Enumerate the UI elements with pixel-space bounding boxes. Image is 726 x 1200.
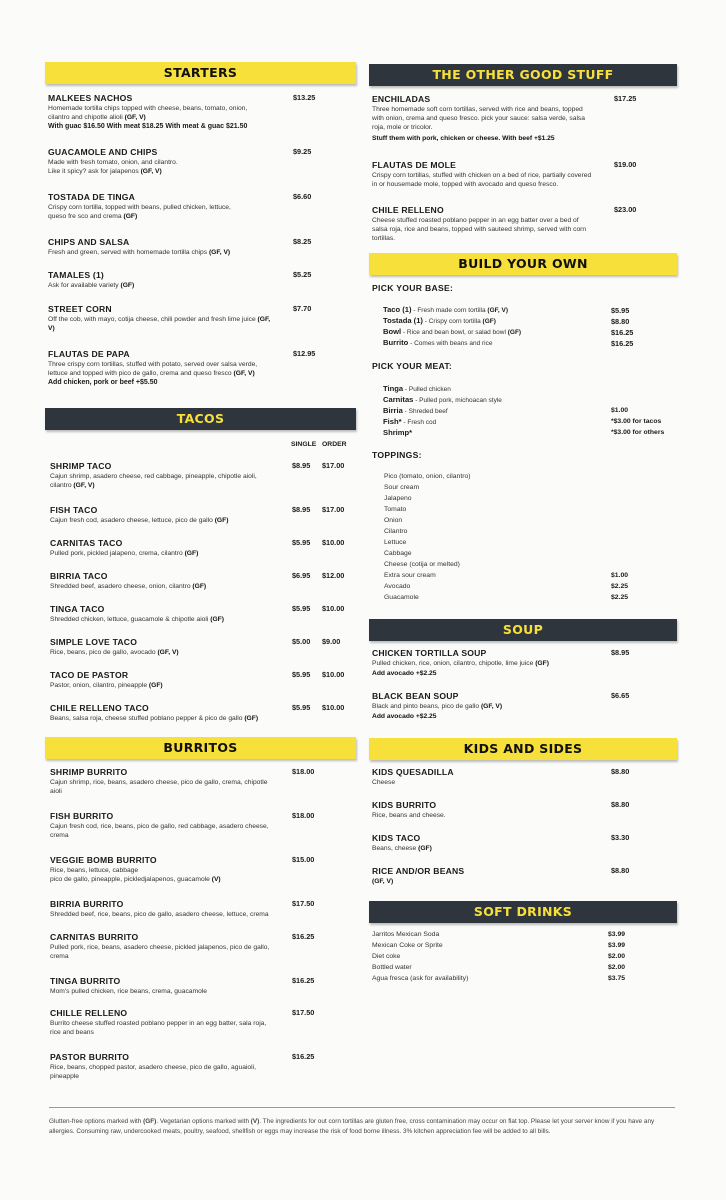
topping-row: Extra sour cream [384, 572, 436, 579]
topping-row: Cilantro [384, 528, 408, 535]
menu-item: FISH TACO $8.95 $17.00 Cajun fresh cod, asadero cheese, lettuce, pico de gallo (GF) [50, 505, 345, 524]
menu-item: TACO DE PASTOR $5.95 $10.00 Pastor, onion, cilantro, pineapple (GF) [50, 670, 345, 689]
soup-header: SOUP [369, 619, 677, 641]
topping-row: Cabbage [384, 550, 412, 557]
footer-divider [49, 1107, 675, 1108]
meat-row: Tinga - Pulled chicken [383, 384, 451, 393]
menu-item: TINGA TACO $5.95 $10.00 Shredded chicken, lettuce, guacamole & chipotle aioli (GF) [50, 604, 345, 623]
drinks-section: SOFT DRINKS Jarritos Mexican Soda $3.99 Mexican Coke or Sprite $3.99 Diet coke $2.00 Bottled water $2.00 Agua fresca (ask for availability) $3.75 [369, 901, 677, 923]
tacos-header: TACOS [45, 408, 356, 430]
menu-item: CHIPS AND SALSA $8.25 Fresh and green, served with homemade tortilla chips (GF, V) [48, 237, 312, 256]
toppings-heading: TOPPINGS: [372, 450, 422, 460]
topping-row: Tomato [384, 506, 407, 513]
menu-item: KIDS TACO $3.30 Beans, cheese (GF) [372, 833, 630, 852]
menu-item: CHILE RELLENO $23.00 Cheese stuffed roasted poblano pepper in an egg batter over a bed of salsa roja, rice and beans, topped with sauteed shrimp, served with corn tortillas. [372, 205, 637, 243]
right-column [369, 64, 677, 982]
topping-row: Pico (tomato, onion, cilantro) [384, 473, 471, 480]
kids-section [369, 738, 677, 885]
menu-item: KIDS QUESADILLA $8.80 Cheese [372, 767, 630, 786]
drink-row: Bottled water [372, 964, 412, 971]
menu-item: CHILLE RELLENO $17.50 Burrito cheese stuffed roasted poblano pepper in an egg batter, sala roja, rice and beans [50, 1008, 315, 1037]
menu-item: FLAUTAS DE MOLE $19.00 Crispy corn tortillas, stuffed with chicken on a bed of rice, partially covered in or housemade mole, topped with avocado and queso fresco. [372, 160, 637, 189]
drink-row: Mexican Coke or Sprite [372, 942, 443, 949]
menu-item: CARNITAS BURRITO $16.25 Pulled pork, rice, beans, asadero cheese, pickled jalapenos, pico de gallo, crema [50, 932, 315, 961]
drink-row: Diet coke [372, 953, 401, 960]
topping-row: Sour cream [384, 484, 420, 491]
meat-row: Fish* - Fresh cod [383, 417, 437, 426]
base-row: Tostada (1) - Crispy corn tortilla (GF) [383, 316, 496, 325]
drink-row: Jarritos Mexican Soda [372, 931, 440, 938]
menu-item: TOSTADA DE TINGA $6.60 Crispy corn tortilla, topped with beans, pulled chicken, lettuce, queso fre sco and crema (GF) [48, 192, 312, 221]
menu-item: SIMPLE LOVE TACO $5.00 $9.00 Rice, beans, pico de gallo, avocado (GF, V) [50, 637, 341, 656]
menu-item: ENCHILADAS $17.25 Three homemade soft corn tortillas, served with rice and beans, topped with onion, crema and queso fresco. pick your sauce: salsa verde, salsa roja, mole or tricolor. Stuff them with pork, chicken or cheese. With beef +$1.25 [372, 94, 637, 142]
menu-item: PASTOR BURRITO $16.25 Rice, beans, chopped pastor, asadero cheese, pico de gallo, aguaioli, pineapple [50, 1052, 315, 1081]
menu-item: CHICKEN TORTILLA SOUP $8.95 Pulled chicken, rice, onion, cilantro, chipotle, lime juice (GF) Add avocado +$2.25 [372, 648, 630, 678]
menu-item: GUACAMOLE AND CHIPS $9.25 Made with fresh tomato, onion, and cilantro. Like it spicy? ask for jalapenos (GF, V) [48, 147, 312, 176]
soup-section [369, 619, 677, 721]
topping-row: Onion [384, 517, 403, 524]
footer-note: Glutten-free options marked with (GF). Vegetarian options marked with (V). The ingredients for out corn tortillas are gluten free, cross contamination may occur on flat top. Please let your server know if you have any allergies. Consuming raw, undercooked meats, poultry, seafood, shellfish or eggs may increase the risk of food borne illness. 3% kitchen appreciation fee will be added to all bills. [49, 1118, 655, 1135]
menu-item: KIDS BURRITO $8.80 Rice, beans and cheese. [372, 800, 630, 819]
base-row: Bowl - Rice and bean bowl, or salad bowl (GF) [383, 327, 522, 336]
base-row: Taco (1) - Fresh made corn tortilla (GF, V) [383, 305, 509, 314]
other-good-stuff-header: THE OTHER GOOD STUFF [369, 64, 677, 86]
menu-item: TAMALES (1) $5.25 Ask for available variety (GF) [48, 270, 312, 289]
menu-item: SHRIMP TACO $8.95 $17.00 Cajun shrimp, asadero cheese, red cabbage, pineapple, chipotle aioli, cilantro (GF, V) [50, 461, 345, 490]
left-column [45, 62, 356, 1081]
menu-item: BIRRIA BURRITO $17.50 Shredded beef, rice, beans, pico de gallo, asadero cheese, lettuce, crema [50, 899, 315, 918]
topping-row: Lettuce [384, 539, 407, 546]
menu-item: SHRIMP BURRITO $18.00 Cajun shrimp, rice, beans, asadero cheese, pico de gallo, crema, chipotle aioli [50, 767, 315, 796]
col-order: ORDER [322, 441, 347, 448]
meat-row: Shrimp* [383, 428, 413, 437]
menu-item: VEGGIE BOMB BURRITO $15.00 Rice, beans, lettuce, cabbage pico de gallo, pineapple, pickledjalapenos, guacamole (V) [50, 855, 315, 884]
menu-item: FISH BURRITO $18.00 Cajun fresh cod, rice, beans, pico de gallo, red cabbage, asadero cheese, crema [50, 811, 315, 840]
build-section: BUILD YOUR OWN PICK YOUR BASE: Taco (1) - Fresh made corn tortilla (GF, V) $5.95 Tostada (1) - Crispy corn tortilla (GF) $8.80 Bowl - Rice and bean bowl, or salad bowl (GF) $16.25 Burrito - Comes with beans and rice $16.25 PICK YOUR MEAT: Tinga - Pulled chicken Carnitas - Pulled pork, michoacan style Birria - Shreded beef $1.00 Fish* - Fresh cod *$3.00 for tacos Shrimp* *$3.00 for others TOPPINGS: Pico (tomato, onion, cilantro) Sour cream Jalapeno Tomato Onion Cilantro Lettuce Cabbage Cheese (cotija or melted) Extra sour cream $1.00 Avocado $2.25 Guacamole $2.25 [369, 253, 677, 275]
build-your-own-header: BUILD YOUR OWN [369, 253, 677, 275]
topping-row: Avocado [384, 583, 411, 590]
meat-row: Birria - Shreded beef [383, 406, 448, 415]
menu-item: BIRRIA TACO $6.95 $12.00 Shredded beef, asadero cheese, onion, cilantro (GF) [50, 571, 345, 590]
menu-item: RICE AND/OR BEANS $8.80 (GF, V) [372, 866, 630, 885]
topping-row: Cheese (cotija or melted) [384, 561, 460, 568]
topping-row: Guacamole [384, 594, 419, 601]
burritos-section [45, 737, 356, 1081]
drink-row: Agua fresca (ask for availability) [372, 975, 469, 982]
menu-item: BLACK BEAN SOUP $6.65 Black and pinto beans, pico de gallo (GF, V) Add avocado +$2.25 [372, 691, 630, 721]
tacos-section [45, 408, 356, 722]
topping-row: Jalapeno [384, 495, 412, 502]
col-single: SINGLE [291, 441, 317, 448]
menu-item: CHILE RELLENO TACO $5.95 $10.00 Beans, salsa roja, cheese stuffed poblano pepper & pico de gallo (GF) [50, 703, 345, 722]
menu-item: STREET CORN $7.70 Off the cob, with mayo, cotija cheese, chili powder and fresh lime juice (GF, V) [48, 304, 312, 333]
menu-item: MALKEES NACHOS $13.25 Homemade tortilla chips topped with cheese, beans, tomato, onion, cilantro and chipotle alioli (GF, V) With guac $16.50 With meat $18.25 With meat & guac $21.50 [48, 93, 316, 131]
menu-item: FLAUTAS DE PAPA $12.95 Three crispy corn tortillas, stuffed with potato, served over salsa verde, lettuce and topped with pico de gallo, crema and queso fresco (GF, V) Add chicken, pork or beef +$5.50 [48, 349, 316, 387]
kids-header: KIDS AND SIDES [369, 738, 677, 760]
soft-drinks-header: SOFT DRINKS [369, 901, 677, 923]
starters-header: STARTERS [45, 62, 356, 84]
pick-base-heading: PICK YOUR BASE: [372, 283, 454, 293]
base-row: Burrito - Comes with beans and rice [383, 338, 493, 347]
burritos-header: BURRITOS [45, 737, 356, 759]
meat-row: Carnitas - Pulled pork, michoacan style [383, 395, 502, 404]
pick-meat-heading: PICK YOUR MEAT: [372, 361, 453, 371]
menu-item: CARNITAS TACO $5.95 $10.00 Pulled pork, pickled jalapeno, crema, cilantro (GF) [50, 538, 345, 557]
menu-item: TINGA BURRITO $16.25 Mom's pulled chicken, rice beans, crema, guacamole [50, 976, 315, 995]
